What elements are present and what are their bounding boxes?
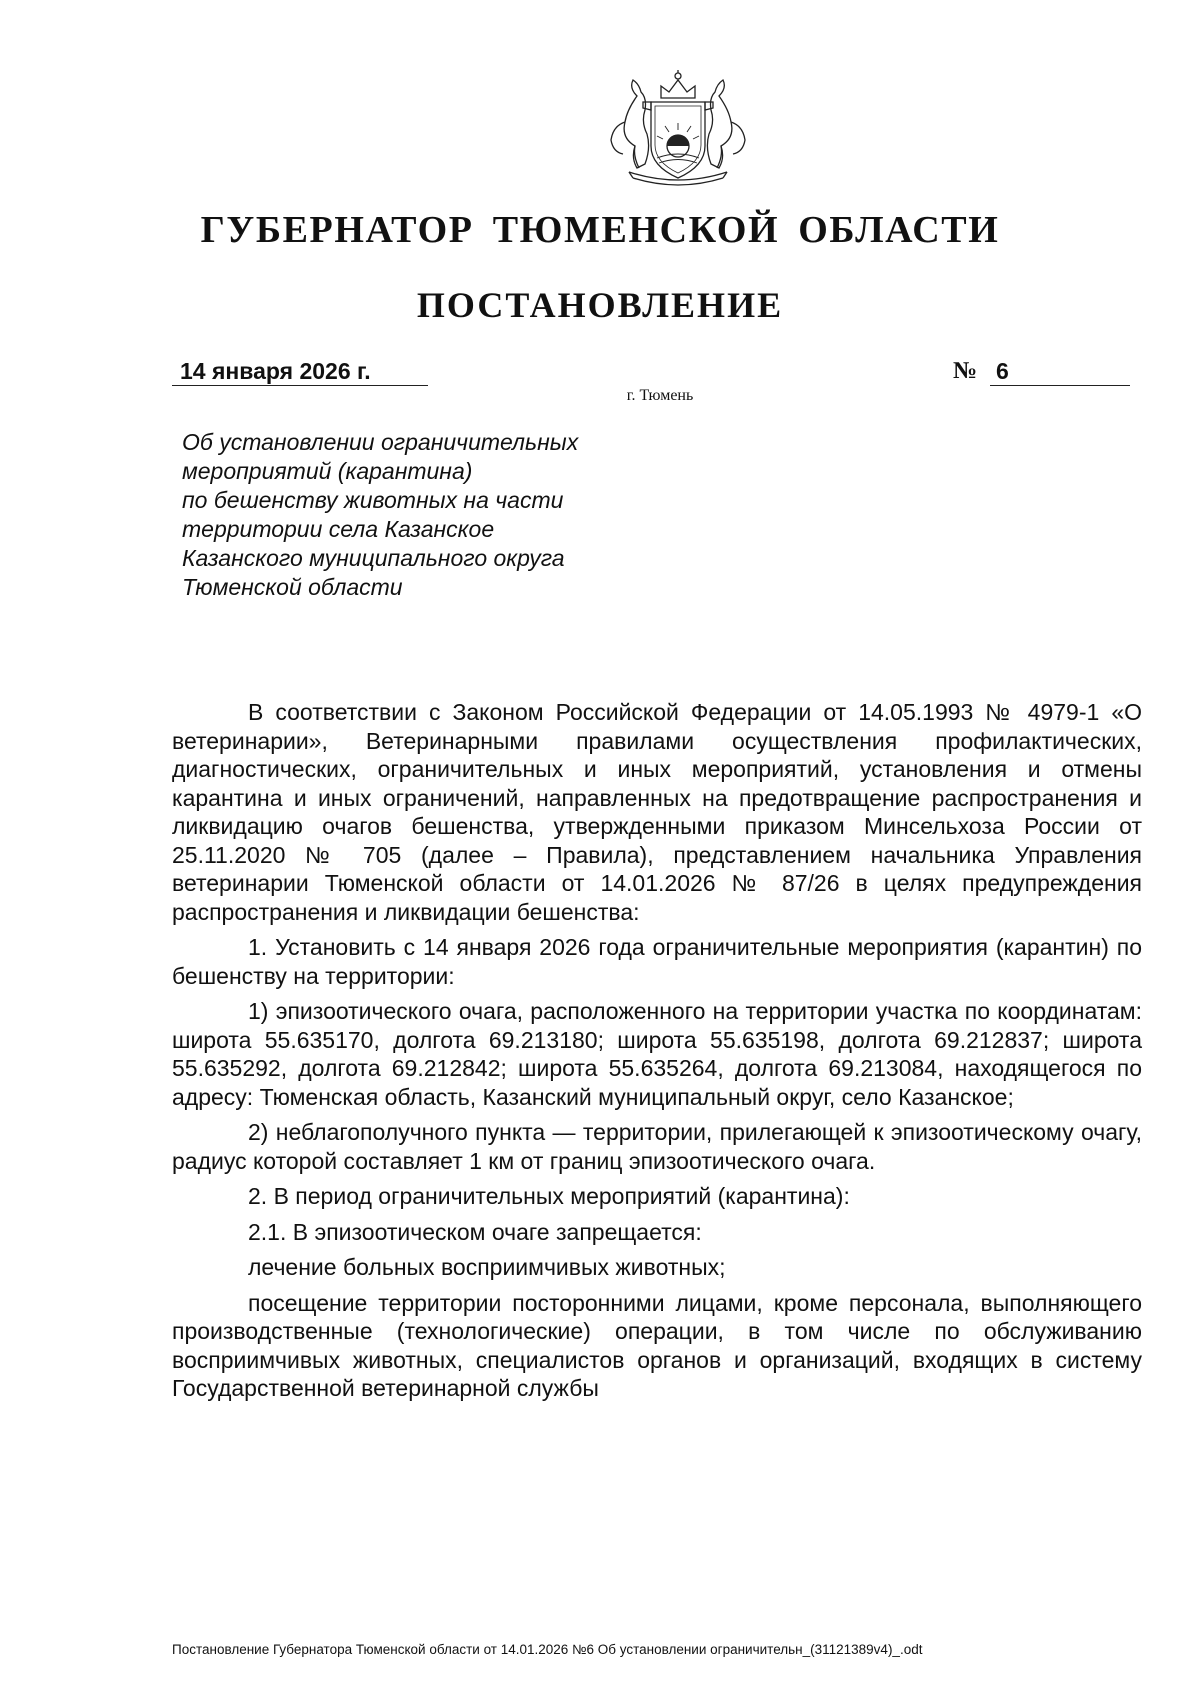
subject-line: мероприятий (карантина): [182, 458, 473, 484]
clause-1-2: 2) неблагополучного пункта — территории, прилегающей к эпизоотическому очагу, радиус которой составляет 1 км от границ эпизоотического очага.: [172, 1119, 1142, 1174]
page-footer: Постановление Губернатора Тюменской области от 14.01.2026 №6 Об установлении ограничительн_(31121389v4)_.odt: [172, 1642, 923, 1657]
subject-line: по бешенству животных на части: [182, 487, 564, 513]
issuing-city: г. Тюмень: [626, 387, 694, 404]
issuing-authority: ГУБЕРНАТОР ТЮМЕНСКОЙ ОБЛАСТИ: [200, 209, 1000, 251]
document-date: 14 января 2026 г.: [172, 356, 428, 386]
document-number: 6: [990, 356, 1130, 386]
document-body: [172, 698, 1142, 1409]
clause-2-1: 2.1. В эпизоотическом очаге запрещается:: [248, 1218, 702, 1245]
preamble-paragraph: В соответствии с Законом Российской Федерации от 14.05.1993 № 4979-1 «О ветеринарии», Ветеринарными правилами осуществления профилактических, диагностических, ограничительных и иных мероприятий, установления и отмены карантина и иных ограничений, направленных на предотвращение распространения и ликвидацию очагов бешенства, утвержденными приказом Минсельхоза России от 25.11.2020 № 705 (далее – Правила), представлением начальника Управления ветеринарии Тюменской области от 14.01.2026 № 87/26 в целях предупреждения распространения и ликвидации бешенства:: [172, 699, 1142, 925]
coat-of-arms-icon: [591, 68, 765, 193]
clause-1-1: 1) эпизоотического очага, расположенного на территории участка по координатам: широта 55.635170, долгота 69.213180; широта 55.635198, долгота 69.212837; широта 55.635292, долгота 69.212842; широта 55.635264, долгота 69.213084, находящегося по адресу: Тюменская область, Казанский муниципальный округ, село Казанское;: [172, 998, 1142, 1110]
clause-2: 2. В период ограничительных мероприятий (карантина):: [248, 1183, 850, 1209]
clause-1: 1. Установить с 14 января 2026 года ограничительные мероприятия (карантин) по бешенству на территории:: [172, 934, 1142, 989]
subject-line: территории села Казанское: [182, 516, 495, 542]
number-sign: №: [953, 358, 978, 384]
prohibition-item: посещение территории посторонними лицами, кроме персонала, выполняющего производственные (технологические) операции, в том числе по обслуживанию восприимчивых животных, специалистов органов и организаций, входящих в систему Государственной ветеринарной службы: [172, 1289, 1142, 1401]
prohibition-item: лечение больных восприимчивых животных;: [248, 1254, 726, 1280]
subject-line: Казанского муниципального округа: [182, 545, 565, 571]
document-type: ПОСТАНОВЛЕНИЕ: [416, 285, 784, 325]
subject-line: Тюменской области: [182, 574, 403, 600]
document-subject: [182, 428, 702, 602]
subject-line: Об установлении ограничительных: [182, 429, 579, 455]
